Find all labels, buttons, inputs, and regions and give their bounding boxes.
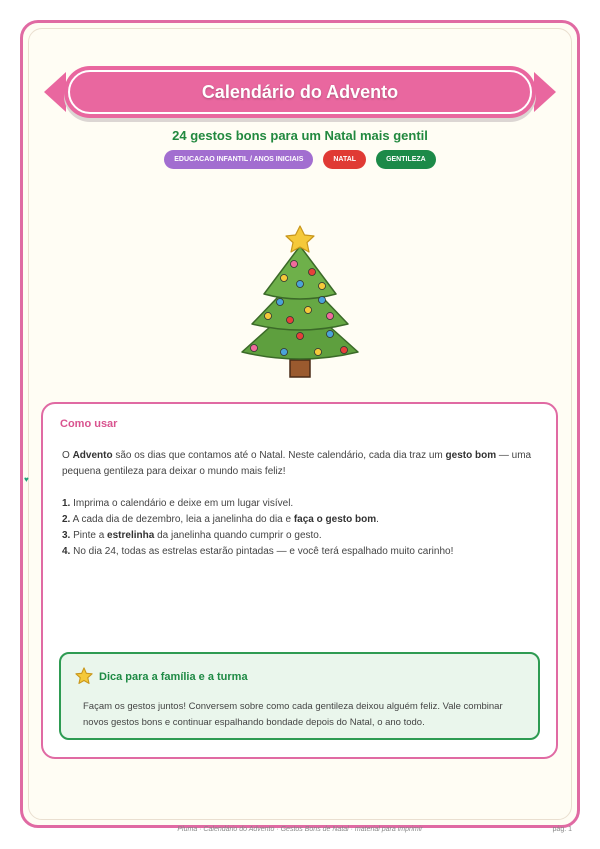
step-bold: faça o gesto bom xyxy=(293,514,377,525)
ribbon-body xyxy=(64,66,536,118)
intro-text-1: O xyxy=(62,450,73,461)
step-2 xyxy=(62,512,537,528)
how-to-use-body xyxy=(62,448,537,560)
step-number: 4. xyxy=(62,546,71,557)
tip-title: Dica para a família e a turma xyxy=(99,671,248,683)
page-number: pág. 1 xyxy=(552,826,572,833)
ribbon-tail-right xyxy=(534,72,556,112)
how-to-use-title: Como usar xyxy=(60,418,118,430)
tip-text: Façam os gestos juntos! Conversem sobre como cada gentileza deixou alguém feliz. Vale combinar novos gestos bons e continuar espalhando bondade depois do Natal, o ano todo. xyxy=(83,701,503,728)
step-number: 1. xyxy=(62,498,71,509)
tag-education-level: EDUCACAO INFANTIL / ANOS INICIAIS xyxy=(164,150,313,169)
star-icon xyxy=(75,667,93,685)
step-1 xyxy=(62,496,537,512)
tag-row xyxy=(0,150,600,169)
tip-box xyxy=(59,652,540,740)
intro-text-3: — uma pequena gentileza para deixar o mundo mais feliz! xyxy=(62,450,532,477)
intro-bold-advento: Advento xyxy=(72,450,113,461)
tag-kindness: GENTILEZA xyxy=(376,150,436,169)
heart-icon: ♥ xyxy=(24,475,29,484)
page-title: Calendário do Advento xyxy=(201,82,399,102)
step-3 xyxy=(62,528,537,544)
intro-paragraph xyxy=(62,448,537,480)
step-text: Pinte a xyxy=(70,530,108,541)
christmas-tree-icon xyxy=(236,224,364,382)
step-bold: estrelinha xyxy=(107,530,155,541)
page-subtitle: 24 gestos bons para um Natal mais gentil xyxy=(172,128,428,143)
step-text-after: da janelinha quando cumprir o gesto. xyxy=(154,530,322,541)
intro-text-2: são os dias que contamos até o Natal. Neste calendário, cada dia traz um xyxy=(112,450,446,461)
step-number: 3. xyxy=(62,530,71,541)
ribbon-tail-left xyxy=(44,72,66,112)
footer-text: Pluma · Calendário do Advento · Gestos Bons de Natal · material para imprimir xyxy=(177,826,423,833)
step-text: Imprima o calendário e deixe em um lugar visível. xyxy=(70,498,294,509)
title-ribbon xyxy=(44,66,556,120)
step-4 xyxy=(62,544,537,560)
intro-bold-gesto-bom: gesto bom xyxy=(445,450,497,461)
tag-christmas: NATAL xyxy=(323,150,366,169)
step-text: A cada dia de dezembro, leia a janelinha do dia e xyxy=(70,514,294,525)
step-number: 2. xyxy=(62,514,71,525)
step-text-after: . xyxy=(376,514,379,525)
step-text: No dia 24, todas as estrelas estarão pintadas — e você terá espalhado muito carinho! xyxy=(70,546,454,557)
